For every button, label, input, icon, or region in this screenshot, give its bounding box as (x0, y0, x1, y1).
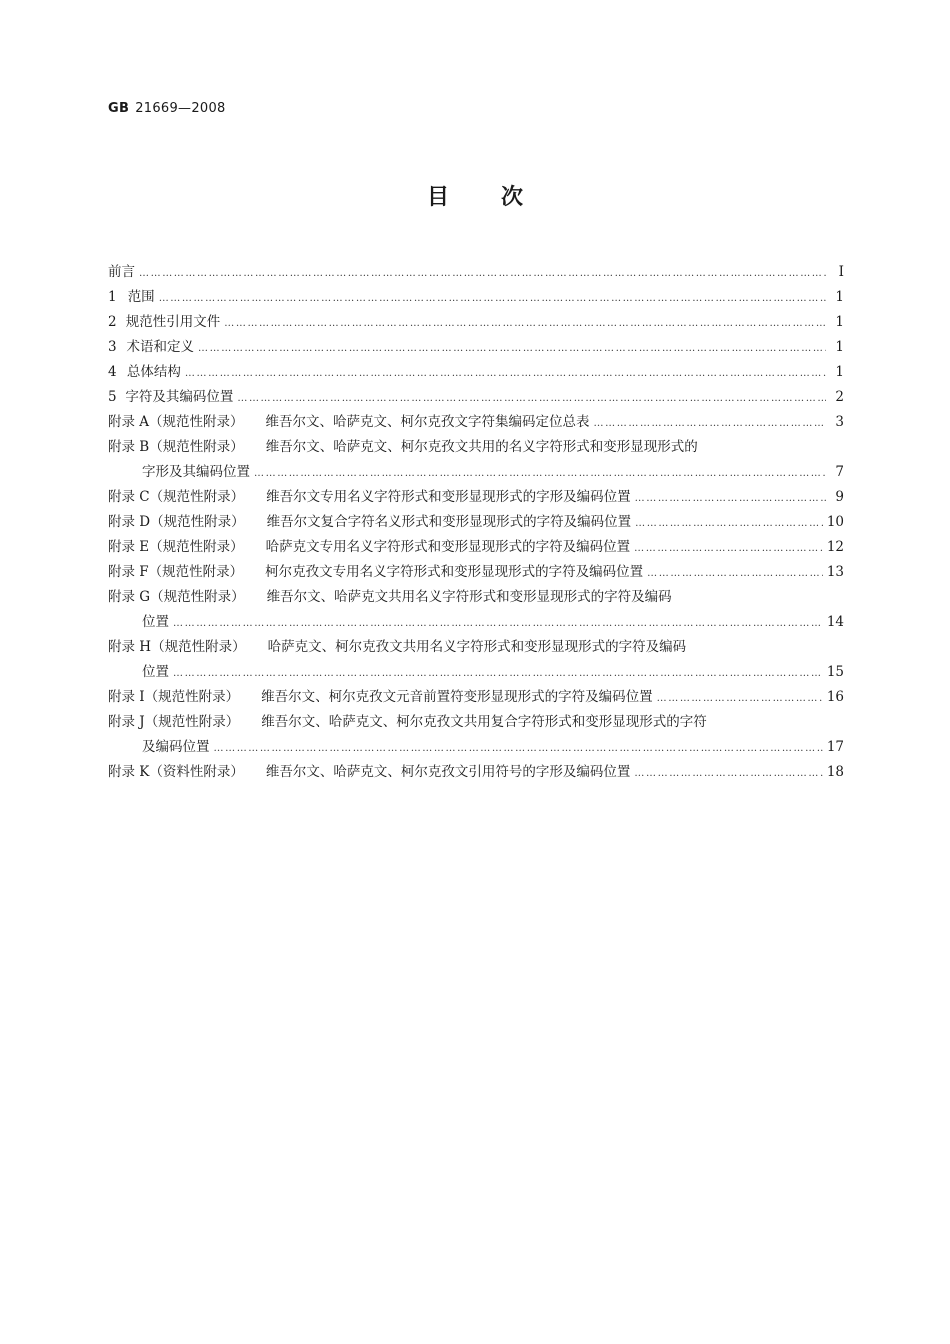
toc-line (108, 535, 844, 560)
dot-leader (635, 486, 826, 511)
dot-leader (647, 561, 823, 586)
toc-page-number: 14 (826, 614, 844, 630)
toc-entry-title-continued: 字形及其编码位置 (142, 464, 250, 480)
toc-section-number: 3 (108, 339, 117, 355)
toc-line (108, 760, 844, 785)
toc-page-number: 9 (835, 489, 844, 505)
dot-leader (634, 536, 823, 561)
dot-leader (634, 761, 822, 786)
toc-page-number: 1 (835, 289, 844, 305)
dot-leader (224, 311, 826, 336)
toc-line (108, 485, 844, 510)
toc-line (108, 335, 844, 360)
toc-entry-title: 术语和定义 (126, 339, 195, 355)
toc-entry[interactable] (108, 635, 844, 685)
dot-leader (139, 261, 826, 286)
toc-line (108, 285, 844, 310)
toc-appendix-label: 附录 J（规范性附录） (108, 714, 240, 730)
toc-appendix-label: 附录 K（资料性附录） (108, 764, 244, 780)
standard-code (108, 101, 226, 116)
toc-appendix-label: 附录 F（规范性附录） (108, 564, 244, 580)
toc-appendix-label: 附录 B（规范性附录） (108, 439, 244, 455)
toc-entry[interactable] (108, 260, 844, 285)
toc-line-continued (108, 660, 844, 685)
toc-line-continued (108, 610, 844, 635)
table-of-contents (108, 260, 844, 785)
toc-entry[interactable] (108, 535, 844, 560)
toc-entry-title: 前言 (108, 264, 135, 280)
dot-leader (198, 336, 826, 361)
toc-page-number: 17 (826, 739, 844, 755)
toc-page-number: 16 (826, 689, 844, 705)
toc-appendix-label: 附录 D（规范性附录） (108, 514, 245, 530)
toc-entry-title-continued: 位置 (142, 614, 169, 630)
toc-line (108, 560, 844, 585)
toc-appendix-label: 附录 H（规范性附录） (108, 639, 246, 655)
toc-entry-title: 维吾尔文、哈萨克文、柯尔克孜文共用的名义字符形式和变形显现形式的 (265, 439, 698, 455)
toc-appendix-label: 附录 A（规范性附录） (108, 414, 244, 430)
dot-leader (237, 386, 826, 411)
toc-page-number: 10 (826, 514, 844, 530)
toc-entry-title: 维吾尔文、哈萨克文、柯尔克孜文字符集编码定位总表 (265, 414, 590, 430)
toc-entry[interactable] (108, 285, 844, 310)
toc-line (108, 360, 844, 385)
toc-page-number: 3 (835, 414, 844, 430)
toc-page-number: 12 (826, 539, 844, 555)
toc-entry-title: 维吾尔文、哈萨克文共用名义字符形式和变形显现形式的字符及编码 (266, 589, 672, 605)
toc-entry[interactable] (108, 685, 844, 710)
toc-line (108, 310, 844, 335)
toc-entry-title: 总体结构 (126, 364, 181, 380)
toc-entry[interactable] (108, 435, 844, 485)
toc-line (108, 385, 844, 410)
toc-entry[interactable] (108, 485, 844, 510)
toc-section-number: 1 (108, 289, 117, 305)
toc-appendix-label: 附录 C（规范性附录） (108, 489, 245, 505)
toc-section-number: 2 (108, 314, 117, 330)
standard-number: 21669—2008 (135, 101, 226, 116)
toc-page-number: 1 (835, 314, 844, 330)
toc-entry[interactable] (108, 335, 844, 360)
toc-page-number: 15 (826, 664, 844, 680)
dot-leader (657, 686, 823, 711)
toc-section-number: 5 (108, 389, 117, 405)
toc-entry-title: 哈萨克文、柯尔克孜文共用名义字符形式和变形显现形式的字符及编码 (267, 639, 687, 655)
dot-leader (214, 736, 823, 761)
title-char-1: 目 (426, 185, 449, 210)
toc-entry-title-continued: 及编码位置 (142, 739, 210, 755)
toc-entry[interactable] (108, 585, 844, 635)
standard-prefix: GB (108, 101, 130, 116)
toc-entry[interactable] (108, 710, 844, 760)
toc-entry-title: 哈萨克文专用名义字符形式和变形显现形式的字符及编码位置 (265, 539, 631, 555)
toc-entry-title-continued: 位置 (142, 664, 169, 680)
toc-entry[interactable] (108, 560, 844, 585)
toc-line (108, 635, 844, 660)
toc-line (108, 710, 844, 735)
toc-appendix-label: 附录 I（规范性附录） (108, 689, 240, 705)
toc-page-number: 2 (835, 389, 844, 405)
toc-page-number: I (838, 264, 844, 280)
toc-line (108, 585, 844, 610)
toc-entry-title: 柯尔克孜文专用名义字符形式和变形显现形式的字符及编码位置 (265, 564, 644, 580)
toc-section-number: 4 (108, 364, 117, 380)
toc-page-number: 18 (826, 764, 844, 780)
dot-leader (173, 661, 823, 686)
toc-entry-title: 规范性引用文件 (125, 314, 221, 330)
dot-leader (635, 511, 823, 536)
toc-entry[interactable] (108, 410, 844, 435)
toc-entry-title: 范围 (127, 289, 155, 305)
toc-entry-title: 字符及其编码位置 (125, 389, 234, 405)
toc-entry-title: 维吾尔文专用名义字符形式和变形显现形式的字形及编码位置 (266, 489, 631, 505)
toc-entry[interactable] (108, 310, 844, 335)
toc-entry[interactable] (108, 760, 844, 785)
dot-leader (594, 411, 826, 436)
toc-page-number: 13 (826, 564, 844, 580)
dot-leader (173, 611, 823, 636)
toc-page-number: 7 (835, 464, 844, 480)
toc-line (108, 685, 844, 710)
toc-entry-title: 维吾尔文、哈萨克文、柯尔克孜文共用复合字符形式和变形显现形式的字符 (261, 714, 707, 730)
toc-entry[interactable] (108, 510, 844, 535)
page-title (0, 180, 950, 211)
toc-entry-title: 维吾尔文、柯尔克孜文元音前置符变形显现形式的字符及编码位置 (261, 689, 653, 705)
toc-line-continued (108, 460, 844, 485)
toc-line (108, 410, 844, 435)
toc-line-continued (108, 735, 844, 760)
toc-appendix-label: 附录 G（规范性附录） (108, 589, 245, 605)
toc-appendix-label: 附录 E（规范性附录） (108, 539, 244, 555)
toc-line (108, 260, 844, 285)
dot-leader (159, 286, 826, 311)
toc-entry-title: 维吾尔文复合字符名义形式和变形显现形式的字符及编码位置 (266, 514, 632, 530)
toc-entry-title: 维吾尔文、哈萨克文、柯尔克孜文引用符号的字形及编码位置 (265, 764, 631, 780)
toc-page-number: 1 (835, 364, 844, 380)
dot-leader (185, 361, 826, 386)
toc-entry[interactable] (108, 360, 844, 385)
title-char-2: 次 (501, 185, 524, 210)
toc-line (108, 435, 844, 460)
dot-leader (254, 461, 826, 486)
toc-line (108, 510, 844, 535)
toc-page-number: 1 (835, 339, 844, 355)
toc-entry[interactable] (108, 385, 844, 410)
